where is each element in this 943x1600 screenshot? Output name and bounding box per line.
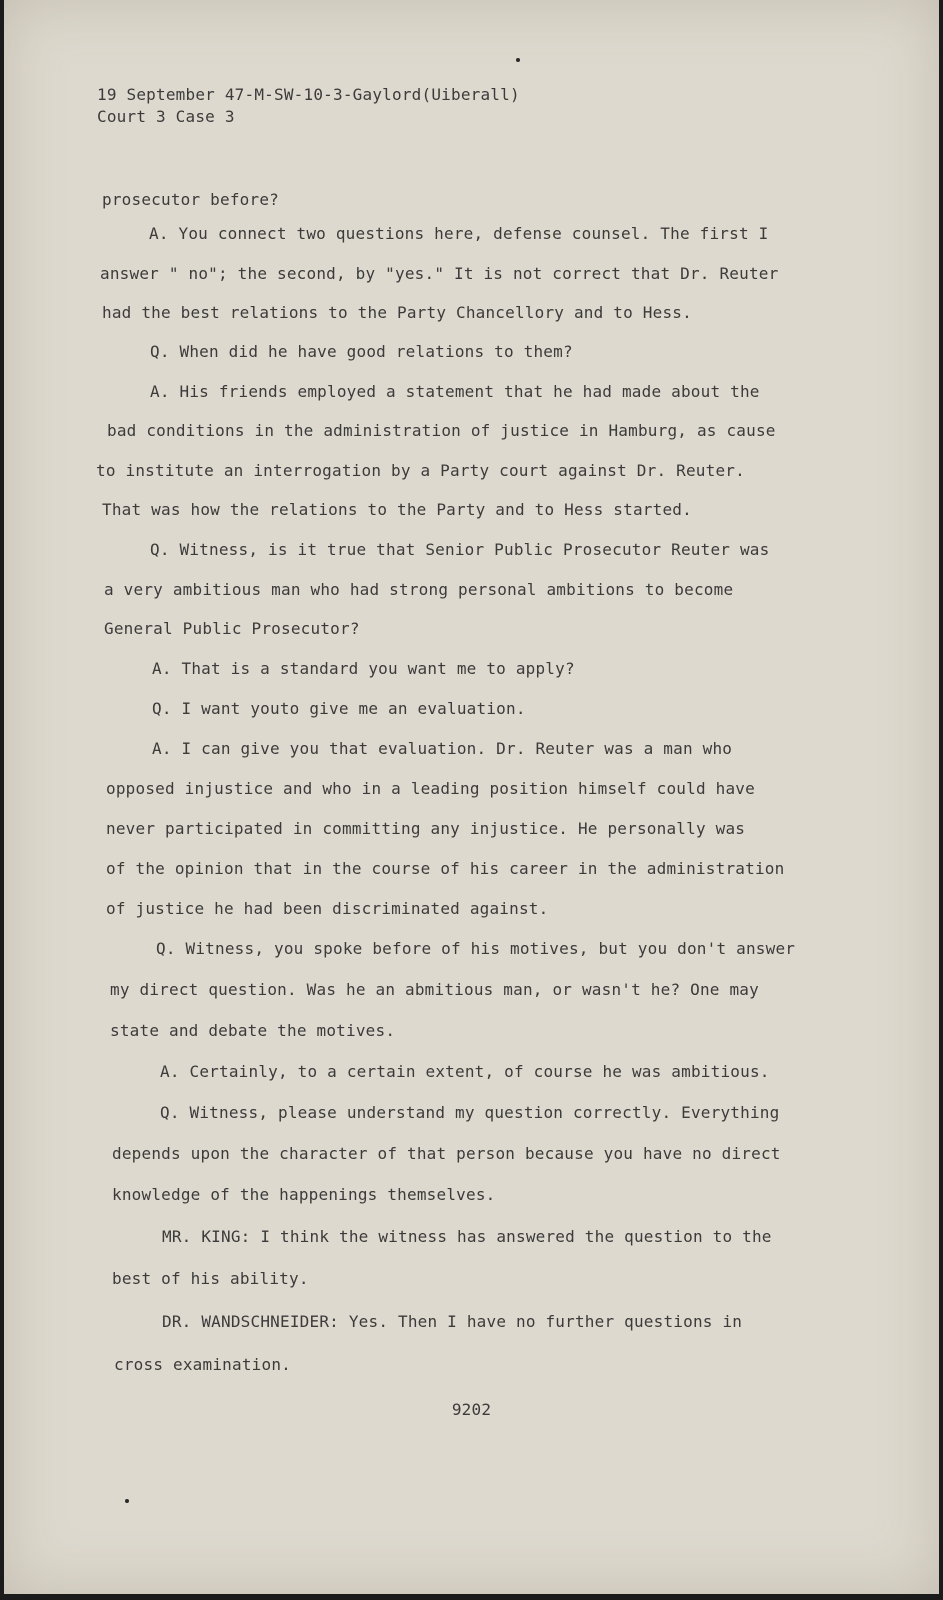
transcript-line: answer " no"; the second, by "yes." It is not correct that Dr. Reuter bbox=[100, 264, 779, 283]
transcript-line: General Public Prosecutor? bbox=[104, 619, 360, 638]
document-header bbox=[97, 84, 520, 128]
page-number: 9202 bbox=[451, 1400, 492, 1419]
ink-speck bbox=[125, 1499, 129, 1503]
transcript-line: my direct question. Was he an abmitious man, or wasn't he? One may bbox=[110, 980, 759, 999]
header-line-date-reference: 19 September 47-M-SW-10-3-Gaylord(Uiberall) bbox=[97, 85, 520, 104]
transcript-line: depends upon the character of that person because you have no direct bbox=[112, 1144, 781, 1163]
header-line-court-case: Court 3 Case 3 bbox=[97, 107, 235, 126]
transcript-line: Q. Witness, you spoke before of his motives, but you don't answer bbox=[156, 939, 796, 958]
transcript-line: bad conditions in the administration of justice in Hamburg, as cause bbox=[107, 421, 776, 440]
transcript-line: That was how the relations to the Party and to Hess started. bbox=[102, 500, 692, 519]
document-page bbox=[4, 0, 939, 1594]
transcript-line: A. His friends employed a statement that he had made about the bbox=[150, 382, 760, 401]
transcript-line: A. You connect two questions here, defense counsel. The first I bbox=[149, 224, 769, 243]
transcript-line: prosecutor before? bbox=[102, 190, 279, 209]
transcript-line: cross examination. bbox=[114, 1355, 291, 1374]
transcript-line: never participated in committing any injustice. He personally was bbox=[106, 819, 746, 838]
transcript-line: of the opinion that in the course of his career in the administration bbox=[106, 859, 785, 878]
transcript-line: to institute an interrogation by a Party court against Dr. Reuter. bbox=[96, 461, 745, 480]
transcript-line: opposed injustice and who in a leading position himself could have bbox=[106, 779, 755, 798]
ink-speck bbox=[516, 58, 520, 62]
transcript-line: Q. I want youto give me an evaluation. bbox=[152, 699, 526, 718]
transcript-line: of justice he had been discriminated against. bbox=[106, 899, 549, 918]
transcript-line: A. I can give you that evaluation. Dr. Reuter was a man who bbox=[152, 739, 733, 758]
transcript-line: Q. When did he have good relations to them? bbox=[150, 342, 573, 361]
transcript-line: had the best relations to the Party Chancellory and to Hess. bbox=[102, 303, 692, 322]
transcript-line: A. That is a standard you want me to apply? bbox=[152, 659, 575, 678]
transcript-line: DR. WANDSCHNEIDER: Yes. Then I have no further questions in bbox=[162, 1312, 743, 1331]
transcript-line: Q. Witness, please understand my question correctly. Everything bbox=[160, 1103, 780, 1122]
transcript-line: MR. KING: I think the witness has answered the question to the bbox=[162, 1227, 772, 1246]
transcript-line: a very ambitious man who had strong personal ambitions to become bbox=[104, 580, 734, 599]
transcript-line: state and debate the motives. bbox=[110, 1021, 396, 1040]
transcript-line: Q. Witness, is it true that Senior Public Prosecutor Reuter was bbox=[150, 540, 770, 559]
transcript-line: A. Certainly, to a certain extent, of course he was ambitious. bbox=[160, 1062, 770, 1081]
transcript-line: best of his ability. bbox=[112, 1269, 309, 1288]
transcript-line: knowledge of the happenings themselves. bbox=[112, 1185, 496, 1204]
